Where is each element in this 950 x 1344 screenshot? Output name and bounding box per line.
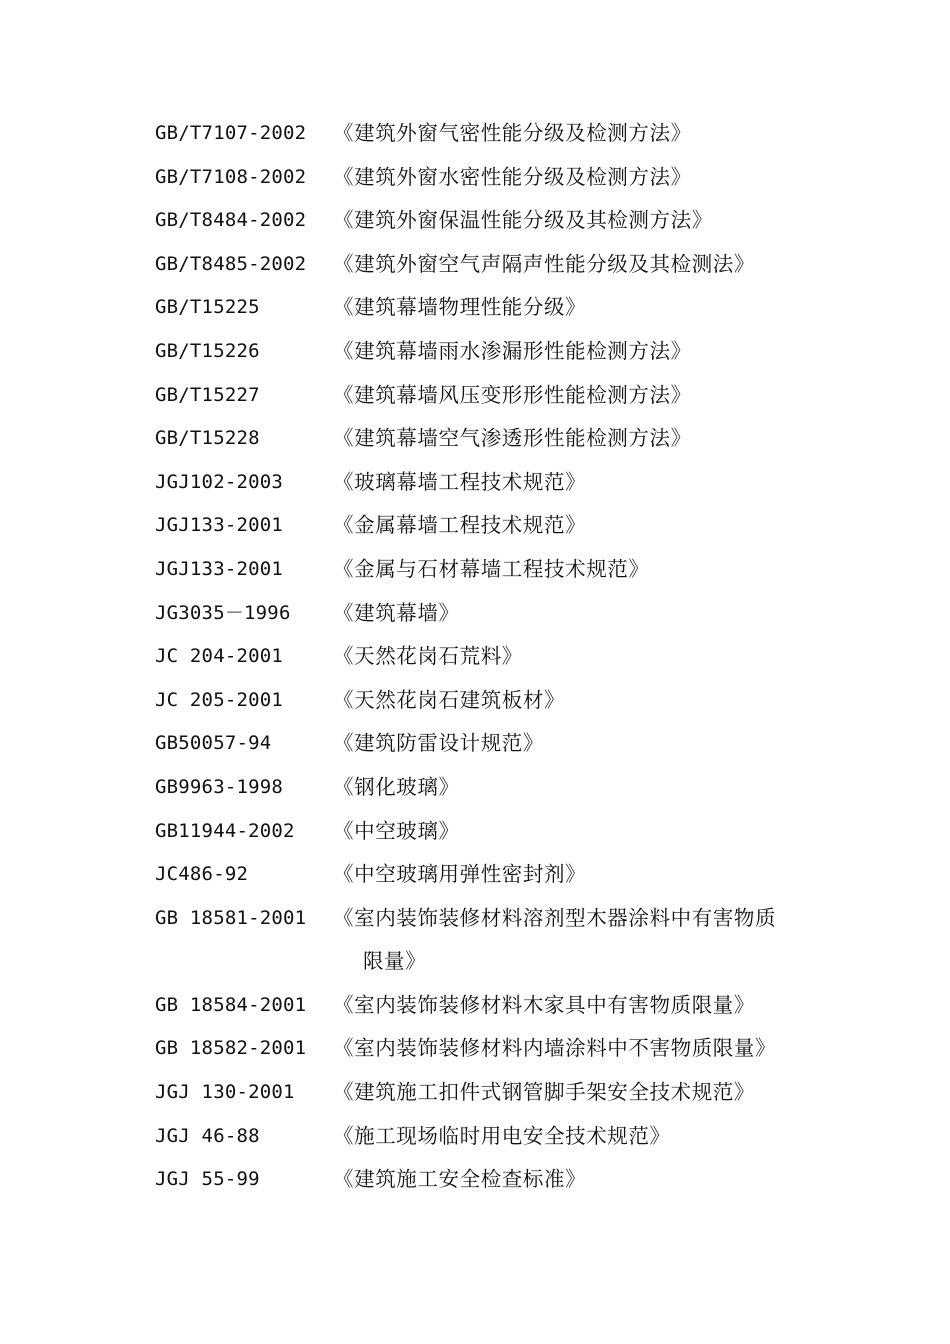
- list-item: [155, 853, 855, 897]
- standard-title: 《施工现场临时用电安全技术规范》: [333, 1123, 671, 1148]
- list-item: [155, 679, 855, 723]
- standard-title: 《建筑幕墙》: [333, 600, 460, 625]
- standard-title: 《建筑外窗水密性能分级及检测方法》: [333, 164, 692, 189]
- standard-code: JGJ133-2001: [155, 557, 284, 580]
- list-item: [155, 156, 855, 200]
- standard-code: GB 18584-2001: [155, 993, 307, 1016]
- list-item: [155, 374, 855, 418]
- standard-code: GB/T15228: [155, 427, 260, 450]
- list-item: [155, 810, 855, 854]
- standard-code: GB 18582-2001: [155, 1037, 307, 1060]
- list-item: [155, 199, 855, 243]
- standard-code: GB9963-1998: [155, 775, 284, 798]
- standard-title: 《建筑幕墙雨水渗漏形性能检测方法》: [333, 338, 692, 363]
- list-item: [155, 1071, 855, 1115]
- standard-code: GB/T15225: [155, 296, 260, 319]
- standard-title: 《建筑外窗空气声隔声性能分级及其检测法》: [333, 251, 755, 276]
- standard-title: 《建筑防雷设计规范》: [333, 731, 544, 756]
- list-item: [155, 766, 855, 810]
- standard-title: 《中空玻璃用弹性密封剂》: [333, 862, 587, 887]
- standard-code: GB 18581-2001: [155, 906, 307, 929]
- list-item: [155, 461, 855, 505]
- list-item: [155, 592, 855, 636]
- standard-code: GB/T8485-2002: [155, 252, 307, 275]
- standard-title: 《室内装饰装修材料内墙涂料中不害物质限量》: [333, 1036, 777, 1061]
- standard-code: GB/T7108-2002: [155, 165, 307, 188]
- standard-title-wrapped: [333, 897, 855, 984]
- standard-code: JC 205-2001: [155, 688, 284, 711]
- standard-code: GB50057-94: [155, 732, 272, 755]
- list-item: [155, 635, 855, 679]
- standard-code: JC 204-2001: [155, 645, 284, 668]
- list-item: [155, 112, 855, 156]
- standard-title: 《室内装饰装修材料溶剂型木器涂料中有害物质: [333, 905, 777, 930]
- standard-title: 《中空玻璃》: [333, 818, 460, 843]
- list-item: [155, 548, 855, 592]
- standard-title: 《金属幕墙工程技术规范》: [333, 513, 587, 538]
- standard-code: JGJ102-2003: [155, 470, 284, 493]
- standard-title-continuation: 限量》: [363, 949, 427, 974]
- list-item: [155, 286, 855, 330]
- standard-code: GB/T8484-2002: [155, 209, 307, 232]
- standard-title: 《建筑幕墙物理性能分级》: [333, 295, 587, 320]
- standards-list: [155, 112, 855, 1202]
- standard-code: GB11944-2002: [155, 819, 295, 842]
- standard-title: 《建筑施工扣件式钢管脚手架安全技术规范》: [333, 1080, 755, 1105]
- standard-title: 《天然花岗石荒料》: [333, 644, 523, 669]
- standard-title: 《建筑施工安全检查标准》: [333, 1167, 587, 1192]
- standard-title: 《室内装饰装修材料木家具中有害物质限量》: [333, 992, 755, 1017]
- standard-code: JGJ 55-99: [155, 1168, 260, 1191]
- standard-code: GB/T15227: [155, 383, 260, 406]
- list-item: [155, 417, 855, 461]
- standard-code: GB/T7107-2002: [155, 122, 307, 144]
- list-item: [155, 504, 855, 548]
- list-item: [155, 984, 855, 1028]
- standard-code: GB/T15226: [155, 339, 260, 362]
- standard-code: JG3035－1996: [155, 601, 291, 624]
- standard-code: JGJ 46-88: [155, 1124, 260, 1147]
- list-item: [155, 1027, 855, 1071]
- standard-title: 《天然花岗石建筑板材》: [333, 687, 566, 712]
- standard-title: 《建筑幕墙空气渗透形性能检测方法》: [333, 426, 692, 451]
- list-item: [155, 897, 855, 984]
- list-item: [155, 243, 855, 287]
- list-item: [155, 722, 855, 766]
- list-item: [155, 330, 855, 374]
- standard-code: JGJ 130-2001: [155, 1081, 295, 1104]
- standard-title: 《钢化玻璃》: [333, 774, 460, 799]
- standard-title: 《建筑外窗保温性能分级及其检测方法》: [333, 208, 713, 233]
- standard-title: 《建筑幕墙风压变形形性能检测方法》: [333, 382, 692, 407]
- list-item: [155, 1158, 855, 1202]
- list-item: [155, 1115, 855, 1159]
- standard-code: JGJ133-2001: [155, 514, 284, 537]
- standard-title: 《金属与石材幕墙工程技术规范》: [333, 556, 650, 581]
- standard-title: 《建筑外窗气密性能分级及检测方法》: [333, 121, 692, 145]
- standard-title: 《玻璃幕墙工程技术规范》: [333, 469, 587, 494]
- standard-code: JC486-92: [155, 863, 249, 886]
